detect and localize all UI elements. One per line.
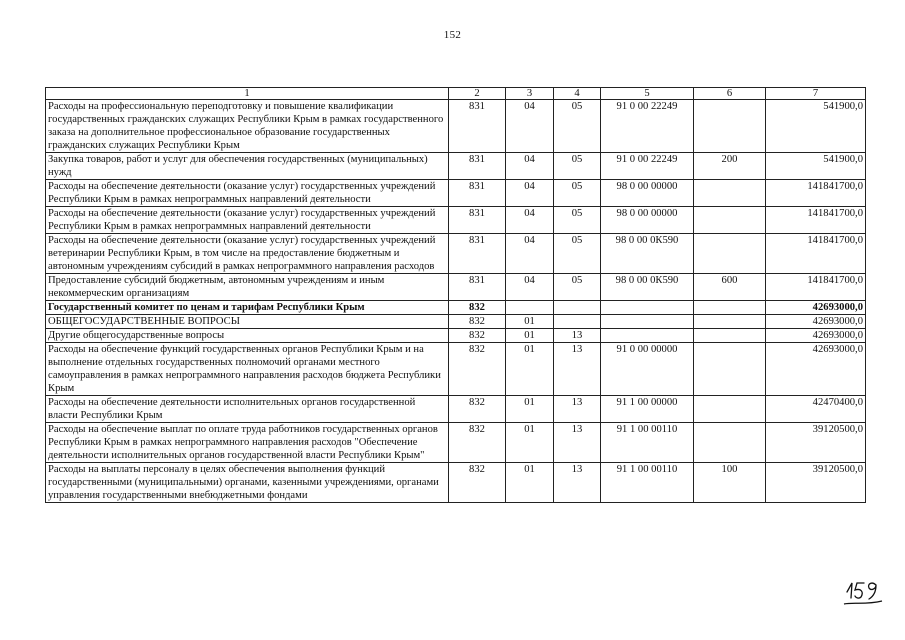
row-section-code: 01 (506, 423, 554, 463)
row-description: Предоставление субсидий бюджетным, автономным учреждениям и иным некоммерческим организациям (46, 274, 449, 301)
row-section-code: 04 (506, 153, 554, 180)
page-number: 152 (443, 29, 462, 41)
row-chapter-code: 831 (449, 207, 506, 234)
row-target-article-code: 98 0 00 0К590 (601, 274, 694, 301)
row-expense-type-code: 100 (694, 463, 766, 503)
row-subsection-code: 13 (554, 396, 601, 423)
row-chapter-code: 831 (449, 234, 506, 274)
table-row (46, 100, 866, 153)
row-expense-type-code (694, 343, 766, 396)
row-amount: 541900,0 (766, 100, 866, 153)
table-row (46, 463, 866, 503)
row-subsection-code: 05 (554, 153, 601, 180)
table-row (46, 396, 866, 423)
table-row (46, 301, 866, 315)
row-section-code: 01 (506, 315, 554, 329)
column-header: 7 (766, 88, 866, 100)
row-subsection-code: 05 (554, 207, 601, 234)
handwritten-page-mark (842, 574, 886, 608)
row-description: Расходы на обеспечение функций государственных органов Республики Крым и на выполнение отдельных государственных полномочий органами местного самоуправления в рамках непрограммного направления расходов бюджета Республики Крым (46, 343, 449, 396)
row-amount: 42693000,0 (766, 343, 866, 396)
column-header: 2 (449, 88, 506, 100)
table-row (46, 423, 866, 463)
row-target-article-code: 91 1 00 00110 (601, 423, 694, 463)
row-subsection-code: 13 (554, 329, 601, 343)
row-subsection-code (554, 301, 601, 315)
row-section-code: 01 (506, 343, 554, 396)
row-amount: 141841700,0 (766, 234, 866, 274)
row-expense-type-code (694, 100, 766, 153)
row-chapter-code: 832 (449, 343, 506, 396)
row-target-article-code: 98 0 00 00000 (601, 207, 694, 234)
row-subsection-code: 05 (554, 100, 601, 153)
row-chapter-code: 831 (449, 274, 506, 301)
row-section-code: 04 (506, 274, 554, 301)
row-subsection-code: 05 (554, 234, 601, 274)
row-amount: 141841700,0 (766, 274, 866, 301)
row-target-article-code: 91 0 00 00000 (601, 343, 694, 396)
table-body (46, 100, 866, 503)
row-subsection-code: 13 (554, 423, 601, 463)
column-header: 1 (46, 88, 449, 100)
row-description: Закупка товаров, работ и услуг для обеспечения государственных (муниципальных) нужд (46, 153, 449, 180)
row-amount: 42693000,0 (766, 315, 866, 329)
row-section-code: 04 (506, 180, 554, 207)
row-description: Государственный комитет по ценам и тарифам Республики Крым (46, 301, 449, 315)
row-expense-type-code (694, 234, 766, 274)
table-row (46, 343, 866, 396)
column-header: 3 (506, 88, 554, 100)
table-row (46, 153, 866, 180)
table-row (46, 180, 866, 207)
row-target-article-code: 91 0 00 22249 (601, 153, 694, 180)
table-row (46, 207, 866, 234)
row-amount: 141841700,0 (766, 207, 866, 234)
row-subsection-code (554, 315, 601, 329)
row-expense-type-code (694, 396, 766, 423)
row-chapter-code: 832 (449, 315, 506, 329)
row-expense-type-code (694, 315, 766, 329)
row-target-article-code: 98 0 00 0К590 (601, 234, 694, 274)
row-chapter-code: 832 (449, 423, 506, 463)
row-expense-type-code: 600 (694, 274, 766, 301)
row-section-code: 01 (506, 396, 554, 423)
table-row (46, 315, 866, 329)
row-expense-type-code (694, 207, 766, 234)
row-section-code: 04 (506, 234, 554, 274)
row-target-article-code: 91 1 00 00000 (601, 396, 694, 423)
budget-table (45, 87, 866, 503)
row-section-code: 04 (506, 100, 554, 153)
row-section-code: 01 (506, 329, 554, 343)
row-chapter-code: 832 (449, 301, 506, 315)
row-description: Расходы на выплаты персоналу в целях обеспечения выполнения функций государственными (муниципальными) органами, казенными учреждениями, органами управления государственными внебюджетными фондами (46, 463, 449, 503)
row-amount: 541900,0 (766, 153, 866, 180)
row-chapter-code: 831 (449, 180, 506, 207)
row-description: Расходы на обеспечение деятельности (оказание услуг) государственных учреждений Республики Крым в рамках непрограммных направлений деятельности (46, 180, 449, 207)
row-target-article-code: 91 1 00 00110 (601, 463, 694, 503)
row-target-article-code: 98 0 00 00000 (601, 180, 694, 207)
row-description: ОБЩЕГОСУДАРСТВЕННЫЕ ВОПРОСЫ (46, 315, 449, 329)
row-subsection-code: 05 (554, 180, 601, 207)
column-header: 4 (554, 88, 601, 100)
row-chapter-code: 832 (449, 396, 506, 423)
row-description: Расходы на профессиональную переподготовку и повышение квалификации государственных гражданских служащих Республики Крым в рамках государственного заказа на дополнительное профессиональное образование государственных гражданских служащих Республики Крым (46, 100, 449, 153)
row-chapter-code: 831 (449, 100, 506, 153)
row-target-article-code (601, 301, 694, 315)
row-amount: 39120500,0 (766, 423, 866, 463)
row-subsection-code: 13 (554, 463, 601, 503)
row-target-article-code (601, 329, 694, 343)
row-chapter-code: 832 (449, 329, 506, 343)
row-section-code: 04 (506, 207, 554, 234)
row-expense-type-code (694, 180, 766, 207)
row-target-article-code (601, 315, 694, 329)
row-amount: 42693000,0 (766, 329, 866, 343)
row-chapter-code: 832 (449, 463, 506, 503)
row-chapter-code: 831 (449, 153, 506, 180)
row-expense-type-code (694, 329, 766, 343)
column-header: 5 (601, 88, 694, 100)
row-section-code: 01 (506, 463, 554, 503)
table-row (46, 329, 866, 343)
row-amount: 42470400,0 (766, 396, 866, 423)
table-row (46, 234, 866, 274)
row-description: Расходы на обеспечение деятельности (оказание услуг) государственных учреждений Республики Крым в рамках непрограммных направлений деятельности (46, 207, 449, 234)
row-amount: 39120500,0 (766, 463, 866, 503)
table-header-row (46, 88, 866, 100)
row-amount: 141841700,0 (766, 180, 866, 207)
row-target-article-code: 91 0 00 22249 (601, 100, 694, 153)
row-expense-type-code (694, 423, 766, 463)
row-subsection-code: 13 (554, 343, 601, 396)
row-description: Расходы на обеспечение деятельности исполнительных органов государственной власти Республики Крым (46, 396, 449, 423)
row-description: Расходы на обеспечение выплат по оплате труда работников государственных органов Республики Крым в рамках непрограммного направления расходов "Обеспечение деятельности исполнительных органов государственной власти Республики Крым" (46, 423, 449, 463)
table-row (46, 274, 866, 301)
row-subsection-code: 05 (554, 274, 601, 301)
row-amount: 42693000,0 (766, 301, 866, 315)
row-expense-type-code (694, 301, 766, 315)
row-description: Другие общегосударственные вопросы (46, 329, 449, 343)
column-header: 6 (694, 88, 766, 100)
row-description: Расходы на обеспечение деятельности (оказание услуг) государственных учреждений ветеринарии Республики Крым, в том числе на предоставление бюджетным и автономным учреждениям субсидий в рамках непрограммного направления расходов (46, 234, 449, 274)
row-section-code (506, 301, 554, 315)
row-expense-type-code: 200 (694, 153, 766, 180)
